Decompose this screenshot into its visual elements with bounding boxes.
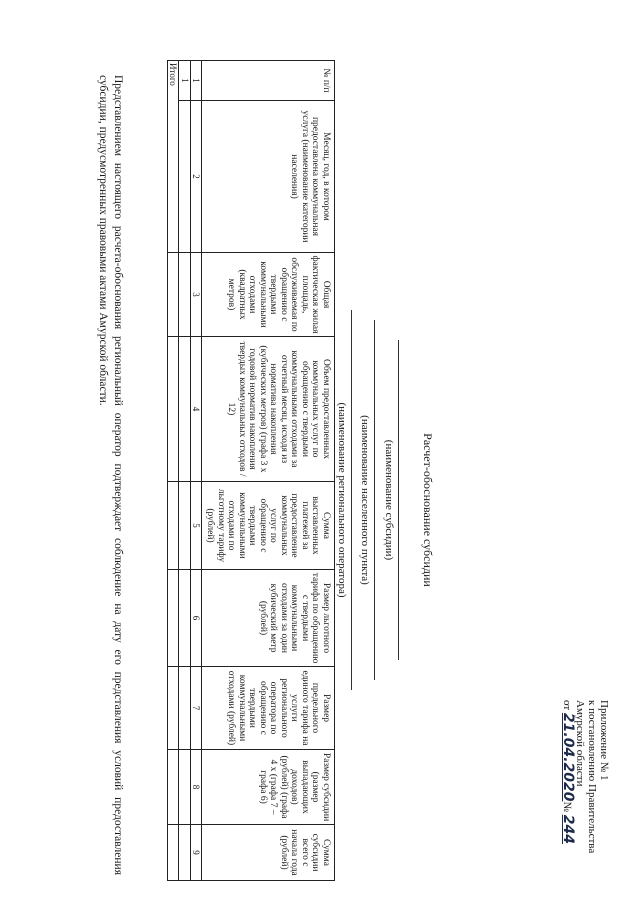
table-cell <box>168 825 180 881</box>
table-cell <box>168 750 180 825</box>
total-label-cell: Итого <box>168 61 180 253</box>
header-cell: Общая фактическая жилая площадь, обслуживаемая по обращению с твердыми коммунальными отходами (квадратных метров) <box>202 253 335 337</box>
header-cell: № п/п <box>202 61 335 101</box>
table-cell <box>168 253 180 337</box>
settlement-name-fill-line <box>374 320 375 680</box>
header-cell: Сумма субсидии всего с начала года (рублей) <box>202 825 335 881</box>
table-cell <box>179 101 191 253</box>
table-cell <box>179 482 191 570</box>
header-cell: Сумма выставленных платежей за предоставление коммунальных услуг по обращению с твердыми коммунальными отходами по льготному тарифу (рублей) <box>202 482 335 570</box>
page-title: Расчет-обоснование субсидии <box>421 433 435 587</box>
table-cell <box>168 570 180 667</box>
column-number-cell: 2 <box>191 101 202 253</box>
table-cell <box>179 825 191 881</box>
annex-block <box>561 700 610 890</box>
table-cell <box>179 253 191 337</box>
column-number-row <box>191 61 202 881</box>
annex-resolution-ref: к постановлению Правительства <box>586 700 598 854</box>
row-number-cell: 1 <box>179 61 191 101</box>
column-number-cell: 3 <box>191 253 202 337</box>
annex-number: Приложение № 1 <box>598 700 610 781</box>
footer-statement: Представлением настоящего расчета-обоснования региональный оператор подтверждает соблюдение на дату его представления условий предоставления субсидии, предусмотренных правовыми актами Амурской области. <box>97 75 124 875</box>
header-cell: Объем предоставленных коммунальных услуг по обращению с твердыми коммунальными отходами за отчетный месяц, исходя из норматива накопления (кубических метров) (графа 3 х годовой норматив накопления твердых коммунальных отходов / 12) <box>202 337 335 482</box>
column-number-cell: 4 <box>191 337 202 482</box>
header-cell: Размер предельного единого тарифа на услуги регионального оператора по обращению с твердыми коммунальными отходами (рублей) <box>202 667 335 750</box>
header-cell: Размер льготного тарифа по обращению с твердыми коммунальными отходами за один кубический метр (рублей) <box>202 570 335 667</box>
table-cell <box>179 337 191 482</box>
subsidy-name-caption: (наименование субсидии) <box>383 439 395 561</box>
annex-date-line <box>561 700 574 890</box>
header-cell: Размер субсидии (размер выпадающих доходов) (рублей) (графа 4 х (графа 7 – графа 6) <box>202 750 335 825</box>
column-number-cell: 9 <box>191 825 202 881</box>
subsidy-name-fill-line <box>398 340 399 660</box>
subsidy-calculation-table <box>167 60 335 881</box>
column-number-cell: 5 <box>191 482 202 570</box>
table-cell <box>179 750 191 825</box>
column-number-cell: 6 <box>191 570 202 667</box>
column-number-cell: 7 <box>191 667 202 750</box>
annex-from-prefix: от <box>561 700 573 711</box>
annex-number-sign: № <box>561 801 573 812</box>
annex-region: Амурской области <box>574 700 586 787</box>
column-number-cell: 1 <box>191 61 202 101</box>
table-cell <box>179 570 191 667</box>
total-row <box>168 61 180 881</box>
table-row <box>179 61 191 881</box>
table-cell <box>168 337 180 482</box>
handwritten-date: 21.04.2020 <box>560 712 576 802</box>
header-cell: Месяц, год, в котором предоставлена коммунальная услуга (наименование категории населения) <box>202 101 335 253</box>
table-cell <box>168 482 180 570</box>
settlement-name-caption: (наименование населенного пункта) <box>359 415 371 585</box>
operator-name-caption: (наименование регионального оператора) <box>336 402 348 598</box>
handwritten-number: 244 <box>560 814 576 844</box>
column-number-cell: 8 <box>191 750 202 825</box>
table-header-row <box>202 61 335 881</box>
table-cell <box>168 667 180 750</box>
operator-name-fill-line <box>351 310 352 690</box>
table-cell <box>179 667 191 750</box>
